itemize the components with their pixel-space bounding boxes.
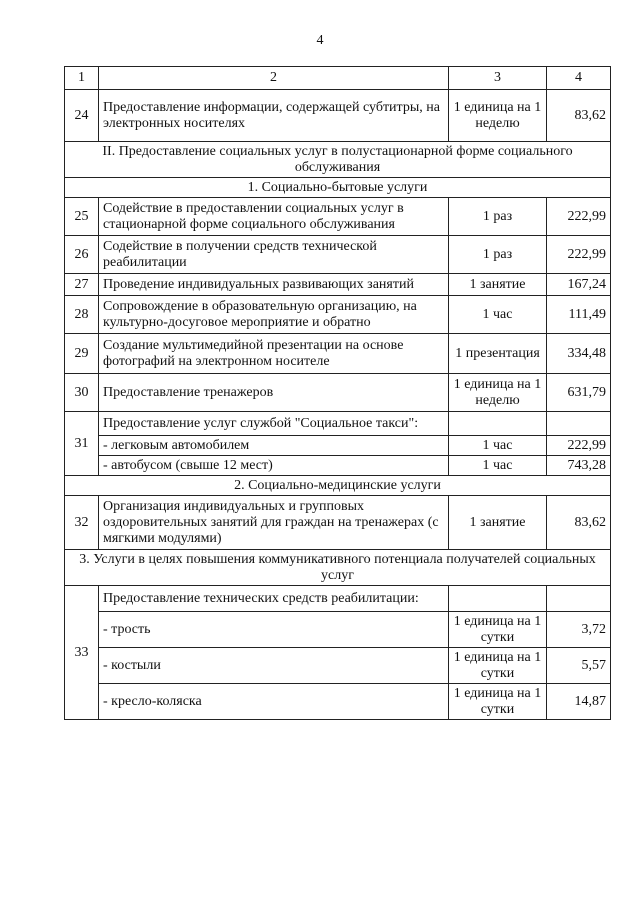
unit-cell: 1 час xyxy=(449,296,547,334)
table-row xyxy=(65,198,611,236)
section-row xyxy=(65,476,611,496)
service-name: Содействие в получении средств технической реабилитации xyxy=(99,236,449,274)
service-name: Предоставление информации, содержащей субтитры, на электронных носителях xyxy=(99,90,449,142)
unit-cell xyxy=(449,586,547,612)
price-cell: 3,72 xyxy=(547,612,611,648)
service-name: - кресло-коляска xyxy=(99,684,449,720)
price-cell: 5,57 xyxy=(547,648,611,684)
column-header: 2 xyxy=(99,67,449,90)
table-header-row xyxy=(65,67,611,90)
page-number: 4 xyxy=(316,33,324,48)
row-number: 27 xyxy=(65,274,99,296)
row-number: 29 xyxy=(65,334,99,374)
price-cell xyxy=(547,412,611,436)
service-name: - легковым автомобилем xyxy=(99,436,449,456)
row-number: 25 xyxy=(65,198,99,236)
unit-cell: 1 занятие xyxy=(449,496,547,550)
section-row xyxy=(65,550,611,586)
table-row xyxy=(65,334,611,374)
section-row xyxy=(65,178,611,198)
table-row xyxy=(65,612,611,648)
section-heading: 1. Социально-бытовые услуги xyxy=(65,178,611,198)
row-number: 26 xyxy=(65,236,99,274)
column-header: 4 xyxy=(547,67,611,90)
service-name: Предоставление услуг службой "Социальное такси": xyxy=(99,412,449,436)
price-cell: 743,28 xyxy=(547,456,611,476)
service-name: - трость xyxy=(99,612,449,648)
unit-cell: 1 раз xyxy=(449,198,547,236)
row-number: 28 xyxy=(65,296,99,334)
price-cell: 111,49 xyxy=(547,296,611,334)
table-row xyxy=(65,436,611,456)
unit-cell: 1 единица на 1 неделю xyxy=(449,90,547,142)
service-name: - костыли xyxy=(99,648,449,684)
service-name: Создание мультимедийной презентации на основе фотографий на электронном носителе xyxy=(99,334,449,374)
tariff-table xyxy=(64,66,611,720)
table-row xyxy=(65,586,611,612)
table-row xyxy=(65,296,611,334)
price-cell: 222,99 xyxy=(547,236,611,274)
unit-cell: 1 единица на 1 неделю xyxy=(449,374,547,412)
table-row xyxy=(65,374,611,412)
price-cell: 83,62 xyxy=(547,90,611,142)
price-cell: 631,79 xyxy=(547,374,611,412)
section-heading: II. Предоставление социальных услуг в полустационарной форме социального обслуживания xyxy=(65,142,611,178)
unit-cell: 1 единица на 1 сутки xyxy=(449,648,547,684)
service-name: - автобусом (свыше 12 мест) xyxy=(99,456,449,476)
price-cell: 334,48 xyxy=(547,334,611,374)
table-row xyxy=(65,274,611,296)
unit-cell: 1 презентация xyxy=(449,334,547,374)
unit-cell: 1 занятие xyxy=(449,274,547,296)
section-heading: 2. Социально-медицинские услуги xyxy=(65,476,611,496)
price-cell: 83,62 xyxy=(547,496,611,550)
unit-cell: 1 единица на 1 сутки xyxy=(449,612,547,648)
table-row xyxy=(65,412,611,436)
row-number: 33 xyxy=(65,586,99,720)
row-number: 24 xyxy=(65,90,99,142)
unit-cell xyxy=(449,412,547,436)
row-number: 32 xyxy=(65,496,99,550)
price-cell xyxy=(547,586,611,612)
service-name: Предоставление тренажеров xyxy=(99,374,449,412)
unit-cell: 1 час xyxy=(449,456,547,476)
price-cell: 167,24 xyxy=(547,274,611,296)
table-row xyxy=(65,456,611,476)
price-cell: 222,99 xyxy=(547,436,611,456)
table-row xyxy=(65,236,611,274)
row-number: 31 xyxy=(65,412,99,476)
service-name: Предоставление технических средств реабилитации: xyxy=(99,586,449,612)
unit-cell: 1 раз xyxy=(449,236,547,274)
service-name: Сопровождение в образовательную организацию, на культурно-досуговое мероприятие и обратно xyxy=(99,296,449,334)
section-row xyxy=(65,142,611,178)
column-header: 3 xyxy=(449,67,547,90)
table-row xyxy=(65,684,611,720)
service-name: Содействие в предоставлении социальных услуг в стационарной форме социального обслуживания xyxy=(99,198,449,236)
table-row xyxy=(65,90,611,142)
section-heading: 3. Услуги в целях повышения коммуникативного потенциала получателей социальных услуг xyxy=(65,550,611,586)
table-row xyxy=(65,648,611,684)
unit-cell: 1 единица на 1 сутки xyxy=(449,684,547,720)
price-cell: 222,99 xyxy=(547,198,611,236)
unit-cell: 1 час xyxy=(449,436,547,456)
service-name: Проведение индивидуальных развивающих занятий xyxy=(99,274,449,296)
column-header: 1 xyxy=(65,67,99,90)
service-name: Организация индивидуальных и групповых оздоровительных занятий для граждан на тренажерах (с мягкими модулями) xyxy=(99,496,449,550)
table-row xyxy=(65,496,611,550)
price-cell: 14,87 xyxy=(547,684,611,720)
row-number: 30 xyxy=(65,374,99,412)
